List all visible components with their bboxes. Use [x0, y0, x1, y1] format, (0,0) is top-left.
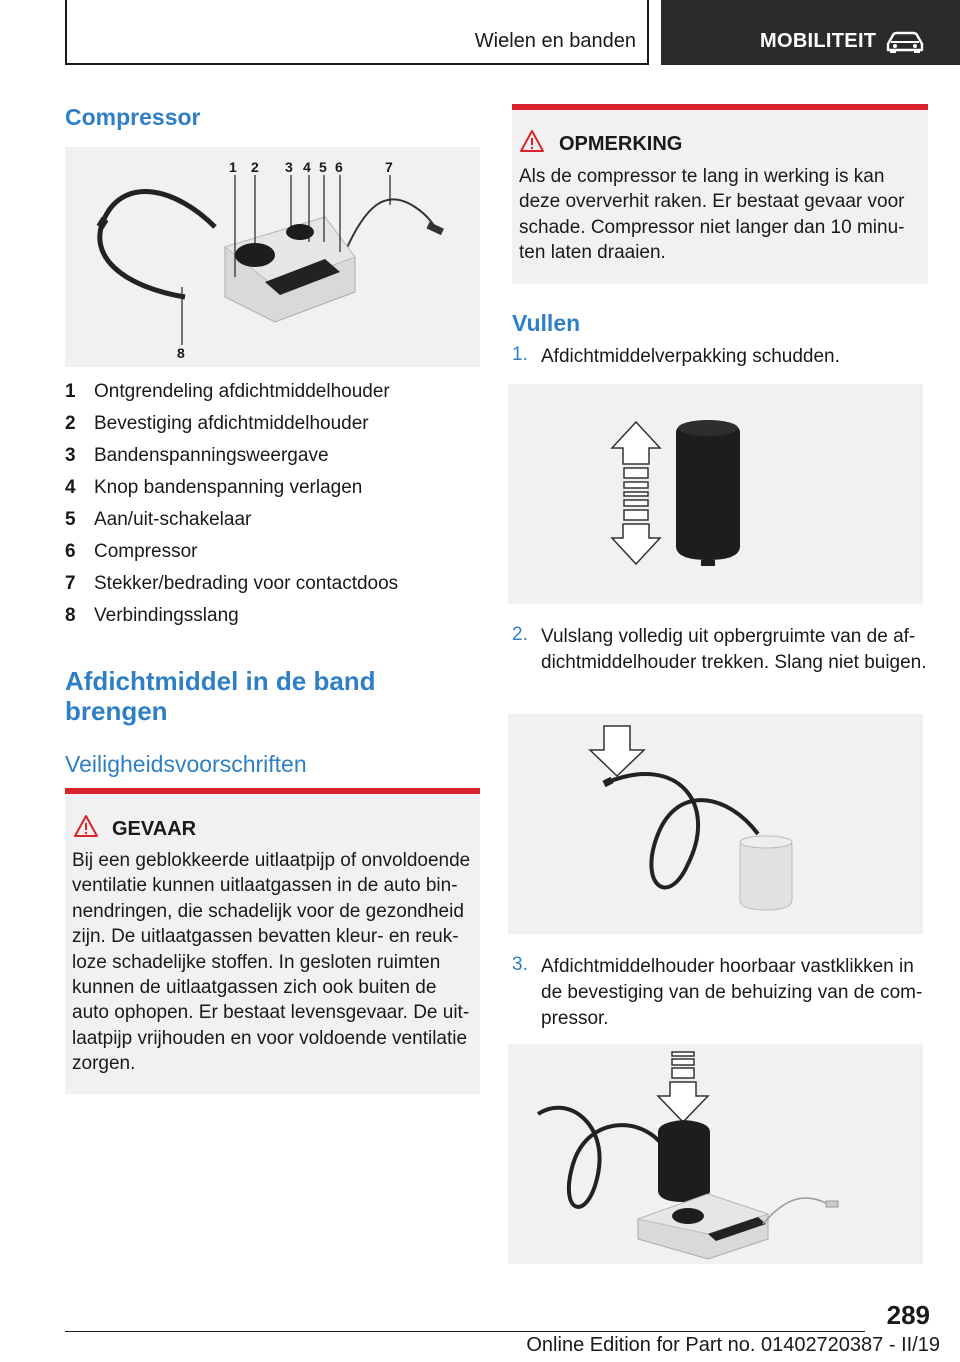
- callout-2: 2: [251, 159, 259, 175]
- notice-title: OPMERKING: [559, 133, 683, 155]
- safety-heading: Veiligheidsvoorschriften: [65, 751, 307, 777]
- legend-text: Knop bandenspanning verlagen: [94, 477, 363, 498]
- callout-5: 5: [319, 159, 327, 175]
- legend-text: Compressor: [94, 541, 198, 562]
- step-text: Afdichtmiddelverpakking schudden.: [541, 346, 840, 367]
- legend-number: 3: [65, 445, 76, 466]
- legend-number: 1: [65, 381, 76, 402]
- header-bottom-rule: [65, 63, 649, 65]
- legend-text: Aan/uit-schakelaar: [94, 509, 252, 530]
- filling-heading: Vullen: [512, 310, 581, 336]
- page-header: [0, 0, 960, 64]
- legend-item: [65, 604, 480, 636]
- danger-title: GEVAAR: [112, 818, 197, 840]
- header-right-rule: [647, 0, 649, 65]
- attach-drawing: [508, 1044, 923, 1264]
- attach-illustration: [508, 1044, 923, 1264]
- compressor-illustration: [65, 147, 480, 367]
- header-left-rule: [65, 0, 67, 65]
- callout-1: 1: [229, 159, 237, 175]
- legend-item: [65, 508, 480, 540]
- step-text: Vulslang volledig uit opbergruimte van de afdichtmiddelhouder trekken. Slang niet buigen.: [541, 626, 927, 673]
- compressor-legend: [65, 380, 480, 636]
- step-text: Afdichtmiddelhouder hoorbaar vastklikken in de bevestiging van de behuizing van de compressor.: [541, 956, 923, 1029]
- legend-item: [65, 572, 480, 604]
- legend-item: [65, 476, 480, 508]
- step-number: 1.: [512, 344, 528, 365]
- legend-number: 5: [65, 509, 76, 530]
- legend-item: [65, 412, 480, 444]
- legend-text: Bevestiging afdichtmiddelhouder: [94, 413, 369, 434]
- legend-item: [65, 380, 480, 412]
- page-number: 289: [886, 1300, 930, 1330]
- legend-item: [65, 540, 480, 572]
- legend-item: [65, 444, 480, 476]
- callout-6: 6: [335, 159, 343, 175]
- hose-drawing: [508, 714, 923, 934]
- legend-number: 4: [65, 477, 76, 498]
- legend-text: Bandenspanningsweergave: [94, 445, 329, 466]
- compressor-drawing: [65, 147, 480, 367]
- shake-drawing: [508, 384, 923, 604]
- legend-number: 8: [65, 605, 76, 626]
- callout-7: 7: [385, 159, 393, 175]
- danger-text: Bij een geblokkeerde uitlaatpijp of onvoldoende ventilatie kunnen uitlaatgassen in de auto binnendringen, die schadelijk voor de gezondheid zijn. De uitlaatgassen bevatten kleur- en reukloze schadelijke stoffen. In gesloten ruimten kunnen de uitlaatgassen zich ook buiten de auto ophopen. Er bestaat levensgevaar. De uitlaatpijp vrijhouden en voor voldoende ventilatie zorgen.: [72, 850, 471, 1075]
- header-section-title: Wielen en banden: [474, 30, 636, 52]
- footer-edition: Online Edition for Part no. 01402720387 - II/19: [526, 1334, 940, 1356]
- footer-rule: [65, 1331, 865, 1332]
- step-number: 3.: [512, 954, 528, 975]
- callout-4: 4: [303, 159, 311, 175]
- legend-text: Stekker/bedrading voor contactdoos: [94, 573, 399, 594]
- hose-illustration: [508, 714, 923, 934]
- notice-text: Als de compressor te lang in werking is kan deze oververhit raken. Er bestaat gevaar voor schade. Compressor niet langer dan 10 minuten laten draaien.: [519, 166, 905, 264]
- step-number: 2.: [512, 624, 528, 645]
- callout-3: 3: [285, 159, 293, 175]
- legend-number: 6: [65, 541, 76, 562]
- legend-text: Ontgrendeling afdichtmiddelhouder: [94, 381, 390, 402]
- callout-8: 8: [177, 345, 185, 361]
- legend-number: 2: [65, 413, 76, 434]
- header-chapter-label: MOBILITEIT: [760, 30, 877, 52]
- shake-illustration: [508, 384, 923, 604]
- car-icon: [885, 28, 925, 54]
- legend-text: Verbindingsslang: [94, 605, 239, 626]
- legend-number: 7: [65, 573, 76, 594]
- compressor-heading: Compressor: [65, 104, 201, 130]
- warning-triangle-icon: [73, 814, 99, 838]
- warning-triangle-icon: [519, 129, 545, 153]
- sealant-heading: Afdichtmiddel in de band brengen: [65, 666, 376, 726]
